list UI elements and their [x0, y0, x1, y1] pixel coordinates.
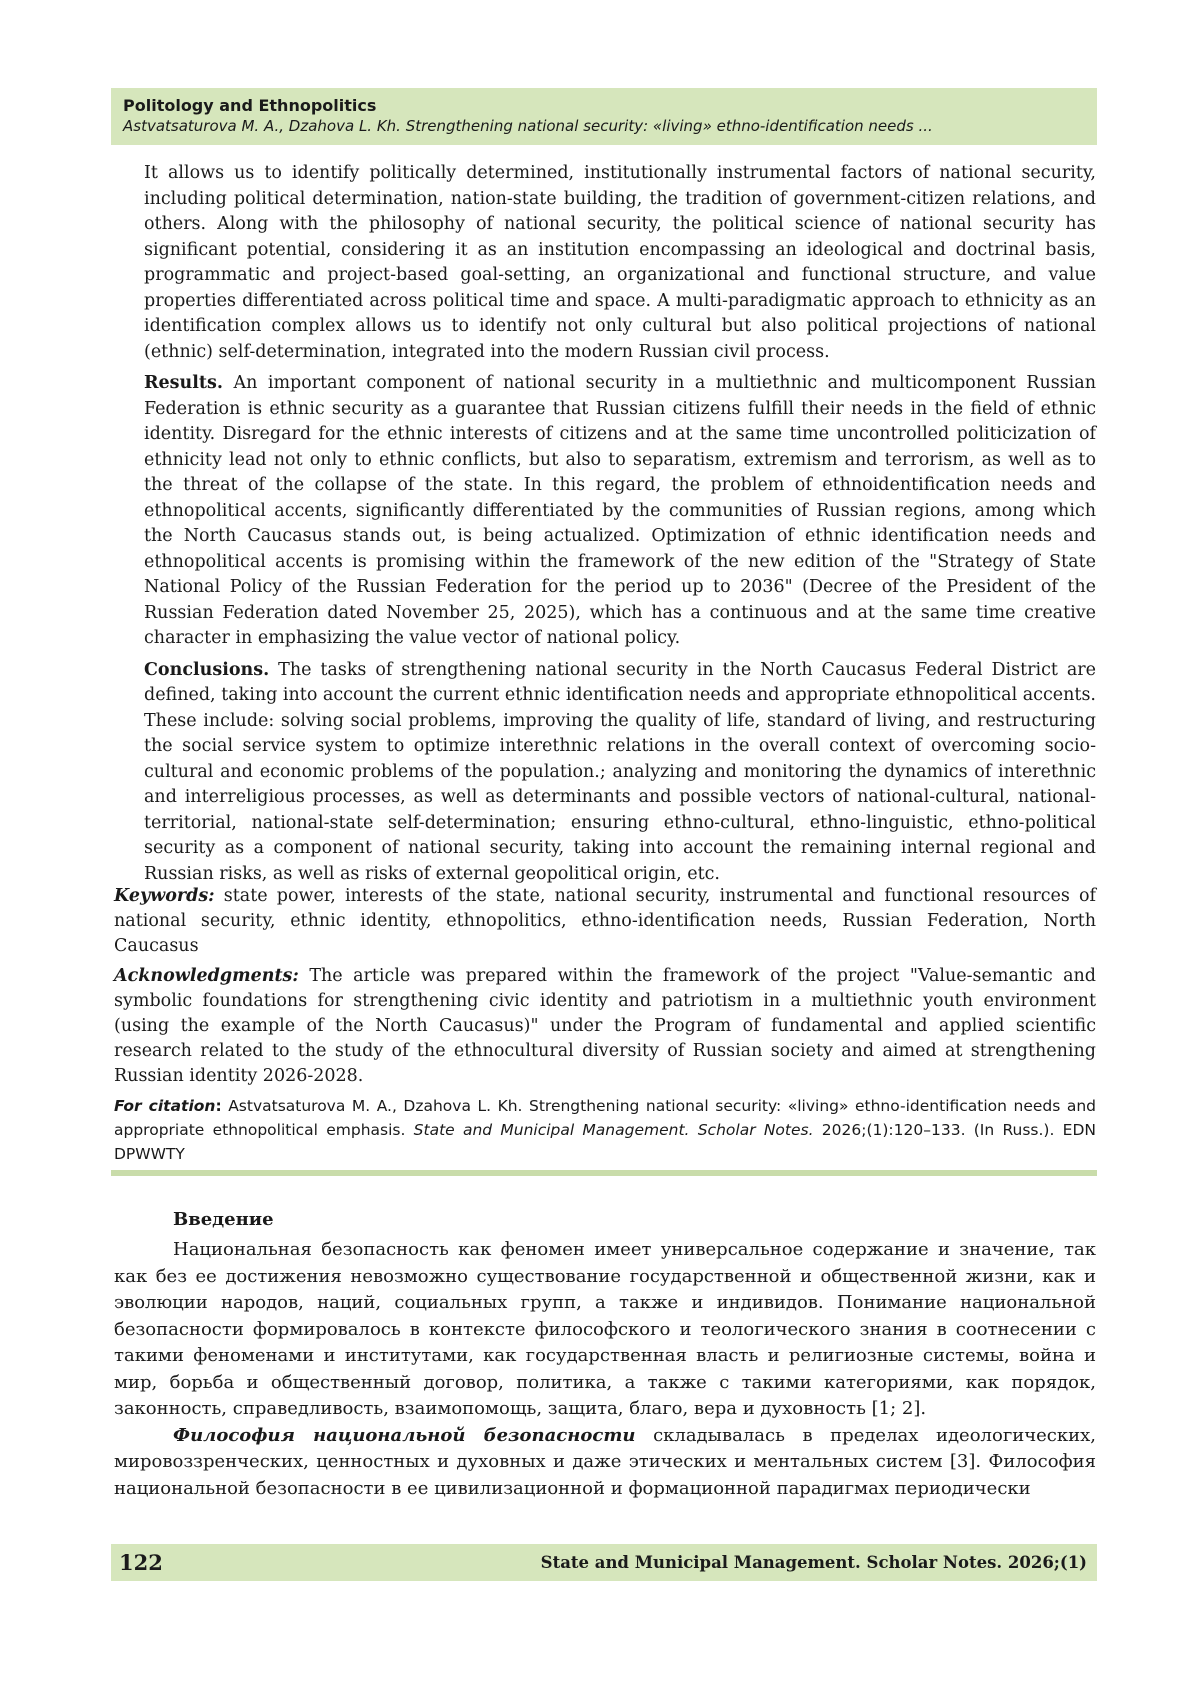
results-label: Results.	[144, 373, 223, 393]
citation-details: 2026;(1):120–133. (In Russ.). EDN DPWWTY	[114, 1121, 1096, 1163]
article-body	[114, 1207, 1096, 1502]
acknowledgments	[114, 964, 1096, 1089]
keywords-label: Keywords:	[114, 886, 215, 906]
conclusions-label: Conclusions.	[144, 659, 270, 680]
running-header	[111, 88, 1097, 145]
acknowledgments-label: Acknowledgments:	[114, 966, 299, 986]
citation	[114, 1094, 1096, 1166]
section-divider	[111, 1170, 1097, 1176]
acknowledgments-text: The article was prepared within the framework of the project "Value-semantic and symbolic foundations for strengthening civic identity and patriotism in a multiethnic youth environment (using the example of the North Caucasus)" under the Program of fundamental and applied scientific research related to the study of the ethnocultural diversity of Russian society and aimed at strengthening Russian identity 2026-2028.	[114, 966, 1096, 1086]
running-footer	[111, 1544, 1097, 1581]
footer-journal-title: State and Municipal Management. Scholar Notes. 2026;(1)	[540, 1553, 1087, 1572]
introduction-paragraph-2-text: складывалась в пределах идеологических, мировоззренческих, ценностных и духовных и даже этических и ментальных систем [3]. Философия национальной безопасности в ее цивилизационной и формационной парадигмах периодически	[114, 1424, 1096, 1499]
citation-colon: :	[215, 1097, 222, 1115]
article-metadata	[114, 884, 1096, 1166]
abstract-results-paragraph	[144, 371, 1096, 652]
abstract-conclusions-paragraph	[144, 658, 1096, 888]
keywords-text: state power, interests of the state, national security, instrumental and functional resources of national security, ethnic identity, ethnopolitics, ethno-identification needs, Russian Federation, North Caucasus	[114, 886, 1096, 956]
page-number: 122	[119, 1550, 163, 1575]
citation-journal: State and Municipal Management. Scholar Notes.	[413, 1121, 814, 1139]
abstract	[144, 161, 1096, 893]
philosophy-term: Философия национальной безопасности	[173, 1424, 636, 1446]
introduction-paragraph-2	[114, 1423, 1096, 1503]
citation-label: For citation	[114, 1097, 216, 1115]
abstract-methods-paragraph: It allows us to identify politically determined, institutionally instrumental factors of national security, including political determination, nation-state building, the tradition of government-citizen relations, and others. Along with the philosophy of national security, the political science of national security has significant potential, considering it as an institution encompassing an ideological and doctrinal basis, programmatic and project-based goal-setting, an organizational and functional structure, and value properties differentiated across political time and space. A multi-paradigmatic approach to ethnicity as an identification complex allows us to identify not only cultural but also political projections of national (ethnic) self-determination, integrated into the modern Russian civil process.	[144, 163, 1096, 362]
keywords	[114, 884, 1096, 959]
header-section-title: Politology and Ethnopolitics	[123, 96, 377, 115]
introduction-heading: Введение	[173, 1209, 274, 1230]
citation-authors-title: Astvatsaturova M. A., Dzahova L. Kh. Strengthening national security: «living» ethno-identification needs and appropriate ethnopolitical emphasis.	[114, 1097, 1096, 1139]
introduction-paragraph-1: Национальная безопасность как феномен имеет универсальное содержание и значение, так как без ее достижения невозможно существование государственной и общественной жизни, как и эволюции народов, наций, социальных групп, а также и индивидов. Понимание национальной безопасности формировалось в контексте философского и теологического знания в соотнесении с такими феноменами и институтами, как государственная власть и религиозные системы, война и мир, борьба и общественный договор, политика, а также с такими категориями, как порядок, законность, справедливость, взаимопомощь, защита, благо, вера и духовность [1; 2].	[114, 1239, 1096, 1419]
results-text: An important component of national security in a multiethnic and multicomponent Russian Federation is ethnic security as a guarantee that Russian citizens fulfill their needs in the field of ethnic identity. Disregard for the ethnic interests of citizens and at the same time uncontrolled politicization of ethnicity lead not only to ethnic conflicts, but also to separatism, extremism and terrorism, as well as to the threat of the collapse of the state. In this regard, the problem of ethnoidentification needs and ethnopolitical accents, significantly differentiated by the communities of Russian regions, among which the North Caucasus stands out, is being actualized. Optimization of ethnic identification needs and ethnopolitical accents is promising within the framework of the new edition of the "Strategy of State National Policy of the Russian Federation for the period up to 2036" (Decree of the President of the Russian Federation dated November 25, 2025), which has a continuous and at the same time creative character in emphasizing the value vector of national policy.	[144, 373, 1096, 648]
conclusions-text: The tasks of strengthening national security in the North Caucasus Federal District are defined, taking into account the current ethnic identification needs and appropriate ethnopolitical accents. These include: solving social problems, improving the quality of life, standard of living, and restructuring the social service system to optimize interethnic relations in the overall context of overcoming socio-cultural and economic problems of the population.; analyzing and monitoring the dynamics of interethnic and interreligious processes, as well as determinants and possible vectors of national-cultural, national-territorial, national-state self-determination; ensuring ethno-cultural, ethno-linguistic, ethno-political security as a component of national security, taking into account the remaining internal regional and Russian risks, as well as risks of external geopolitical origin, etc.	[144, 659, 1096, 884]
header-article-title: Astvatsaturova M. A., Dzahova L. Kh. Strengthening national security: «living» ethno-identification needs ...	[123, 117, 933, 135]
